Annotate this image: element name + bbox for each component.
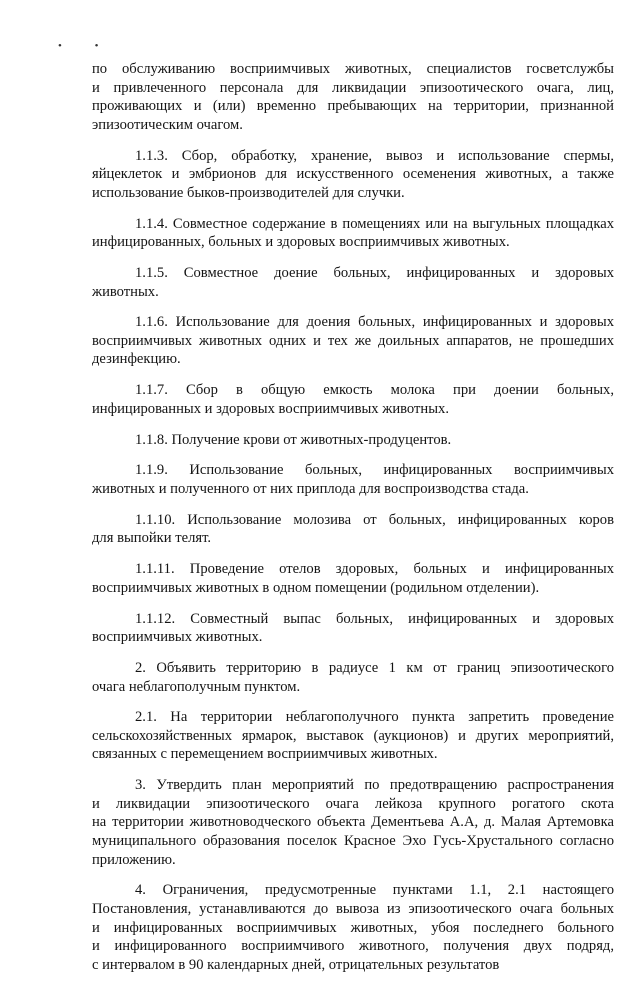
text-line: и ликвидации эпизоотического очага лейкоза крупного рогатого скота [92,795,614,812]
text-line: связанных с перемещением восприимчивых животных. [92,746,438,763]
text-line: восприимчивых животных одних и тех же доильных аппаратов, не прошедших [92,332,614,349]
text-line: животных. [92,283,159,300]
text-line: 1.1.11. Проведение отелов здоровых, больных и инфицированных [135,561,614,578]
text-line: 2.1. На территории неблагополучного пункта запретить проведение [135,709,614,726]
paragraph [92,60,614,134]
document-body [92,60,614,987]
text-line: животных и полученного от них приплода для воспроизводства стада. [92,481,529,497]
paragraph [92,610,614,647]
text-line: яйцеклеток и эмбрионов для искусственного осеменения животных, а также [92,166,614,183]
paragraph [92,560,614,597]
text-line: муниципального образования поселок Красное Эхо Гусь-Хрустального согласно [92,833,614,850]
text-line: 1.1.9. Использование больных, инфицированных восприимчивых [135,462,614,479]
text-line: 2. Объявить территорию в радиусе 1 км от границ эпизоотического [135,659,614,676]
paragraph [92,313,614,369]
text-line: дезинфекцию. [92,351,181,368]
text-line: 3. Утвердить план мероприятий по предотвращению распространения [135,777,614,794]
text-line: инфицированных, больных и здоровых восприимчивых животных. [92,234,510,251]
paragraph [92,511,614,548]
text-line: с интервалом в 90 календарных дней, отрицательных результатов [92,956,500,973]
text-line: 1.1.8. Получение крови от животных-продуцентов. [135,431,452,448]
text-line: по обслуживанию восприимчивых животных, специалистов госветслужбы [92,61,614,77]
text-line: на территории животноводческого объекта Дементьева А.А, д. Малая Артемовка [92,814,614,831]
text-line: Постановления, устанавливаются до вывоза из эпизоотического очага больных [92,901,614,917]
paragraph [92,431,614,450]
paragraph [92,776,614,869]
text-line: 1.1.3. Сбор, обработку, хранение, вывоз и использование спермы, [135,147,614,164]
text-line: эпизоотическим очагом. [92,116,243,133]
scan-mark-right: • [94,40,99,52]
paragraph [92,215,614,252]
scan-marks [58,40,128,52]
text-line: использование быков-производителей для случки. [92,184,405,201]
text-line: 1.1.6. Использование для доения больных, инфицированных и здоровых [135,314,614,331]
text-line: 4. Ограничения, предусмотренные пунктами 1.1, 2.1 настоящего [135,882,614,899]
paragraph [92,708,614,764]
paragraph [92,381,614,418]
text-line: 1.1.7. Сбор в общую емкость молока при доении больных, [135,382,614,399]
text-line: 1.1.12. Совместный выпас больных, инфицированных и здоровых [135,610,614,627]
text-line: и инфицированного восприимчивого животного, получения двух подряд, [92,938,614,955]
text-line: 1.1.10. Использование молозива от больных, инфицированных коров [135,511,614,528]
text-line: проживающих и (или) временно пребывающих на территории, признанной [92,98,614,115]
text-line: очага неблагополучным пунктом. [92,678,301,695]
text-line: инфицированных и здоровых восприимчивых животных. [92,400,449,417]
scan-mark-left: • [58,40,62,52]
paragraph [92,461,614,498]
text-line: восприимчивых животных. [92,629,263,646]
text-line: 1.1.4. Совместное содержание в помещениях или на выгульных площадках [135,215,614,232]
text-line: 1.1.5. Совместное доение больных, инфицированных и здоровых [135,264,614,281]
text-line: и привлеченного персонала для ликвидации эпизоотического очага, лиц, [92,79,614,96]
paragraph [92,147,614,203]
text-line: и инфицированных восприимчивых животных, убоя последнего больного [92,919,614,936]
paragraph [92,264,614,301]
text-line: приложению. [92,851,176,868]
paragraph [92,659,614,696]
paragraph [92,881,614,974]
text-line: для выпойки телят. [92,530,212,547]
text-line: сельскохозяйственных ярмарок, выставок (аукционов) и других мероприятий, [92,727,614,744]
text-line: восприимчивых животных в одном помещении (родильном отделении). [92,579,540,596]
